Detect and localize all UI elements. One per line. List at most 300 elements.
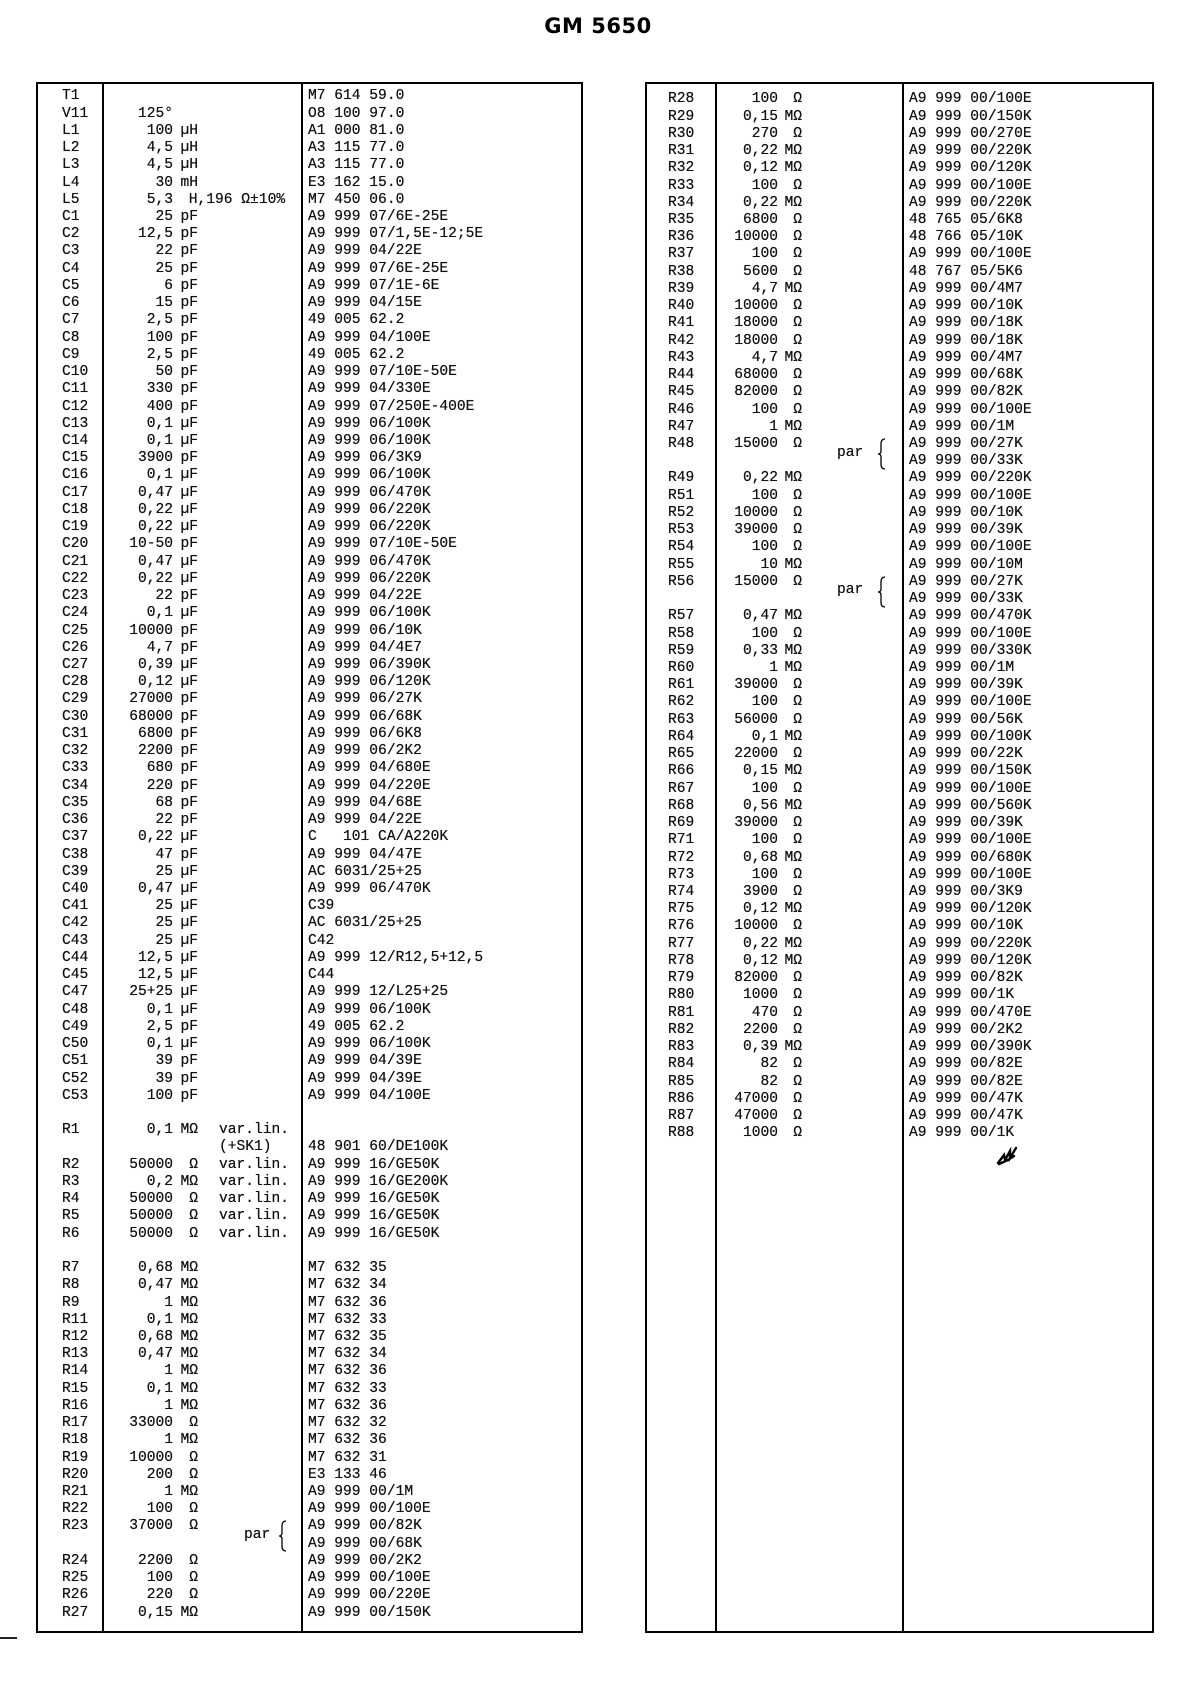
part-unit: µF (180, 433, 198, 449)
part-code: A9 999 00/56K (909, 711, 1023, 728)
part-row (38, 743, 581, 760)
part-row (38, 467, 581, 484)
part-reference: R52 (668, 504, 695, 521)
part-code: A9 999 00/2K2 (909, 1021, 1023, 1038)
part-unit: Ω (189, 1501, 198, 1518)
part-reference: C42 (62, 915, 89, 932)
part-code: M7 632 36 (308, 1432, 387, 1449)
part-row (38, 588, 581, 605)
part-reference: R74 (668, 883, 695, 900)
part-row (38, 1450, 581, 1467)
part-code: 48 767 05/5K6 (909, 263, 1023, 280)
part-unit: MΩ (180, 1311, 198, 1328)
part-reference: R33 (668, 177, 695, 194)
part-reference: R14 (62, 1363, 89, 1380)
part-value: 39000 (734, 815, 778, 832)
part-code: M7 632 36 (308, 1397, 387, 1414)
part-note: (+SK1) (219, 1139, 272, 1156)
part-unit: Ω (793, 918, 802, 935)
part-code: AC 6031/25+25 (308, 915, 422, 932)
part-row (647, 402, 1152, 419)
part-row (647, 1039, 1152, 1056)
part-value: 100 (751, 487, 778, 504)
part-code: 48 766 05/10K (909, 229, 1023, 246)
part-row (38, 226, 581, 243)
part-unit: Ω (793, 436, 802, 452)
part-reference: C17 (62, 484, 89, 501)
part-reference: R34 (668, 194, 695, 211)
part-reference: R63 (668, 711, 695, 728)
part-unit: pF (180, 381, 198, 398)
part-row (38, 898, 581, 915)
part-value: 0,1 (146, 1380, 173, 1397)
part-unit: pF (180, 708, 198, 725)
part-row (38, 1226, 581, 1243)
part-row (38, 933, 581, 950)
part-value: 0,22 (137, 570, 173, 587)
part-row (38, 347, 581, 364)
part-unit: pF (180, 312, 198, 329)
part-unit: Ω (189, 1518, 198, 1535)
part-unit: MΩ (180, 1432, 198, 1449)
part-reference: R58 (668, 625, 695, 642)
part-unit: Ω (793, 1090, 802, 1107)
part-code: A9 999 06/100K (308, 1001, 431, 1018)
part-code: A9 999 00/150K (909, 108, 1032, 125)
part-reference: C36 (62, 812, 89, 829)
part-reference: C9 (62, 346, 80, 363)
part-value: 0,47 (137, 1277, 173, 1294)
part-code: A9 999 00/82E (909, 1056, 1023, 1073)
part-value: 10000 (734, 298, 778, 315)
part-reference: R42 (668, 332, 695, 349)
part-code: M7 632 32 (308, 1415, 387, 1432)
part-note: var.lin. (219, 1208, 290, 1225)
part-code: A9 999 16/GE50K (308, 1191, 440, 1208)
part-unit: Ω (793, 883, 802, 900)
part-row (38, 502, 581, 519)
part-reference: R8 (62, 1277, 80, 1294)
part-value: 5600 (742, 263, 778, 280)
part-reference: R11 (62, 1311, 89, 1328)
part-unit: Ω (189, 1587, 198, 1604)
part-reference: R36 (668, 229, 695, 246)
part-row (647, 539, 1152, 556)
part-row (647, 91, 1152, 108)
part-reference: R46 (668, 401, 695, 418)
part-code: A9 999 00/33K (909, 453, 1023, 470)
part-row (38, 1501, 581, 1518)
part-row (38, 1174, 581, 1191)
part-value: 50000 (129, 1225, 173, 1242)
part-value: 2,5 (146, 346, 173, 363)
part-row (38, 1329, 581, 1346)
part-unit: pF (180, 277, 198, 294)
part-code: A9 999 00/33K (909, 591, 1023, 608)
part-reference: C34 (62, 777, 89, 794)
part-code: A9 999 07/10E-50E (308, 364, 457, 381)
part-row (38, 399, 581, 416)
part-reference: R39 (668, 280, 695, 297)
part-value: 47000 (734, 1090, 778, 1107)
part-unit: pF (180, 364, 198, 381)
part-unit: Ω (793, 711, 802, 728)
part-reference: V11 (62, 105, 89, 122)
part-value: 25+25 (129, 984, 173, 1001)
part-row (647, 1074, 1152, 1091)
part-code: A9 999 00/100E (909, 625, 1032, 642)
part-unit: µF (180, 519, 198, 536)
part-reference: C10 (62, 364, 89, 381)
part-value: 47000 (734, 1107, 778, 1124)
part-value: 39 (155, 1053, 173, 1070)
part-value: 1 (769, 418, 778, 435)
part-reference: C51 (62, 1053, 89, 1070)
part-row (647, 660, 1152, 677)
part-value: 68000 (129, 708, 173, 725)
part-unit: MΩ (784, 952, 802, 969)
part-value: 0,68 (137, 1260, 173, 1277)
part-value: 3900 (742, 883, 778, 900)
part-value: 25 (155, 898, 173, 915)
part-value: 100 (751, 625, 778, 642)
part-reference: R12 (62, 1328, 89, 1345)
part-row (647, 160, 1152, 177)
part-unit: µF (180, 967, 198, 984)
part-value: 1 (164, 1294, 173, 1311)
part-value: 4,7 (751, 349, 778, 366)
part-row (38, 1002, 581, 1019)
part-row (647, 264, 1152, 281)
part-code: C 101 CA/A220K (308, 829, 449, 846)
part-code: M7 632 33 (308, 1380, 387, 1397)
part-code: A9 999 00/10K (909, 298, 1023, 315)
part-code: A9 999 00/100E (909, 780, 1032, 797)
part-reference: R22 (62, 1501, 89, 1518)
part-row (647, 557, 1152, 574)
part-value: 1 (164, 1363, 173, 1380)
part-row (647, 522, 1152, 539)
part-code: A9 999 00/22K (909, 746, 1023, 763)
part-code: A3 115 77.0 (308, 140, 405, 157)
part-code: A9 999 00/100E (308, 1570, 431, 1587)
part-row (647, 229, 1152, 246)
part-code: 48 765 05/6K8 (909, 212, 1023, 228)
part-value: 27000 (129, 691, 173, 708)
part-row (38, 416, 581, 433)
part-reference: R4 (62, 1191, 80, 1208)
part-unit: Ω (793, 522, 802, 539)
part-row (38, 1053, 581, 1070)
parallel-label: par (244, 1527, 271, 1544)
part-reference: R24 (62, 1552, 89, 1569)
part-code: A9 999 00/27K (909, 436, 1023, 452)
part-unit: MΩ (784, 349, 802, 366)
part-value: 0,12 (742, 160, 778, 177)
part-code: A9 999 00/680K (909, 849, 1032, 866)
part-reference: R60 (668, 659, 695, 676)
part-code: A9 999 06/100K (308, 1036, 431, 1053)
part-row (647, 815, 1152, 832)
part-reference: C33 (62, 760, 89, 777)
part-value: 5,3 (146, 191, 173, 208)
part-reference: R62 (668, 694, 695, 711)
part-unit: MΩ (784, 418, 802, 435)
part-value: 100 (751, 177, 778, 194)
part-reference: R35 (668, 212, 695, 228)
part-row (38, 691, 581, 708)
part-row (647, 195, 1152, 212)
part-value: 68 (155, 794, 173, 811)
part-row (647, 470, 1152, 487)
part-code: A9 999 00/120K (909, 901, 1032, 918)
part-unit: Ω (189, 1156, 198, 1173)
part-unit: Ω (793, 780, 802, 797)
part-reference: C52 (62, 1070, 89, 1087)
part-reference: C2 (62, 226, 80, 243)
part-row (38, 536, 581, 553)
part-row (38, 1036, 581, 1053)
part-unit: MΩ (180, 1277, 198, 1294)
part-value: 100 (146, 1570, 173, 1587)
part-value: 100 (751, 866, 778, 883)
part-unit: µF (180, 984, 198, 1001)
part-row (647, 781, 1152, 798)
part-unit: Ω (793, 401, 802, 418)
part-reference: C18 (62, 501, 89, 518)
part-row (38, 915, 581, 932)
part-row (38, 175, 581, 192)
curly-brace-icon (877, 576, 887, 608)
part-unit: Ω (793, 832, 802, 849)
part-row (38, 1346, 581, 1363)
part-reference: C22 (62, 570, 89, 587)
part-value: 220 (146, 1587, 173, 1604)
part-value: 15000 (734, 573, 778, 590)
part-unit: MΩ (180, 1260, 198, 1277)
part-value: 100 (751, 832, 778, 849)
part-unit: pF (180, 295, 198, 312)
part-unit: µF (180, 674, 198, 691)
part-reference: C19 (62, 519, 89, 536)
part-unit: MΩ (784, 280, 802, 297)
part-unit: Ω (793, 815, 802, 832)
part-code: O8 100 97.0 (308, 105, 405, 122)
part-code: A9 999 04/330E (308, 381, 431, 398)
part-value: 0,47 (137, 553, 173, 570)
part-reference: R13 (62, 1346, 89, 1363)
part-unit (180, 88, 198, 105)
part-reference: C44 (62, 949, 89, 966)
part-reference: R17 (62, 1415, 89, 1432)
part-row (38, 1518, 581, 1552)
part-code: C39 (308, 898, 335, 915)
part-row (38, 1191, 581, 1208)
part-unit: Ω (793, 970, 802, 987)
part-unit: Ω (793, 246, 802, 263)
part-unit (180, 106, 198, 123)
part-unit: Ω (793, 539, 802, 556)
part-code: A9 999 06/100K (308, 605, 431, 622)
part-row (647, 574, 1152, 608)
part-reference: R65 (668, 746, 695, 763)
part-value: 2,5 (146, 1018, 173, 1035)
part-row (38, 778, 581, 795)
part-code: A9 999 04/22E (308, 243, 422, 260)
part-row (38, 330, 581, 347)
part-unit: Ω (793, 1073, 802, 1090)
part-unit: pF (180, 846, 198, 863)
part-reference: C32 (62, 743, 89, 760)
part-reference: C31 (62, 725, 89, 742)
part-code: A9 999 04/39E (308, 1070, 422, 1087)
part-value: 2200 (742, 1021, 778, 1038)
part-code: A9 999 04/220E (308, 777, 431, 794)
part-row (647, 1125, 1152, 1142)
part-unit: MΩ (784, 608, 802, 625)
part-unit: Ω (793, 573, 802, 590)
part-value: 39 (155, 1070, 173, 1087)
part-value: 1 (164, 1432, 173, 1449)
part-code: A9 999 07/6E-25E (308, 260, 449, 277)
part-unit: Ω (793, 315, 802, 332)
part-reference: R56 (668, 573, 695, 590)
part-value: 0,22 (742, 935, 778, 952)
part-row (38, 1398, 581, 1415)
part-value: 22 (155, 243, 173, 260)
part-unit: Ω (793, 229, 802, 246)
part-unit: pF (180, 1053, 198, 1070)
part-reference: R6 (62, 1225, 80, 1242)
part-code: A9 999 04/39E (308, 1053, 422, 1070)
part-row (38, 984, 581, 1001)
part-unit: MΩ (180, 1173, 198, 1190)
part-reference: C45 (62, 967, 89, 984)
part-reference: C43 (62, 932, 89, 949)
part-code: A9 999 00/150K (308, 1604, 431, 1621)
part-reference: R21 (62, 1484, 89, 1501)
part-code: M7 632 34 (308, 1346, 387, 1363)
part-value: 22 (155, 588, 173, 605)
part-unit: Ω (793, 384, 802, 401)
part-row (647, 712, 1152, 729)
part-value: 22000 (734, 746, 778, 763)
part-unit: µF (180, 1001, 198, 1018)
part-code: 49 005 62.2 (308, 1018, 405, 1035)
part-reference: R18 (62, 1432, 89, 1449)
part-value: 4,7 (146, 639, 173, 656)
part-note: var.lin. (219, 1173, 290, 1190)
part-unit: MΩ (180, 1294, 198, 1311)
part-code: A9 999 04/15E (308, 295, 422, 312)
part-value: 10000 (129, 622, 173, 639)
part-unit: MΩ (180, 1484, 198, 1501)
part-value: 2200 (137, 1552, 173, 1569)
part-code: A9 999 00/1M (909, 659, 1015, 676)
part-value: 100 (751, 401, 778, 418)
part-row (647, 1091, 1152, 1108)
part-reference: L2 (62, 140, 80, 157)
part-row (38, 381, 581, 398)
part-code: A9 999 07/1E-6E (308, 277, 440, 294)
part-value: 0,47 (137, 484, 173, 501)
part-value: 100 (751, 694, 778, 711)
part-unit: pF (180, 260, 198, 277)
part-row (647, 367, 1152, 384)
part-row (647, 746, 1152, 763)
document-title: GM 5650 (544, 14, 652, 38)
part-code: A9 999 00/68K (308, 1535, 422, 1552)
part-unit: MΩ (784, 849, 802, 866)
part-code: A9 999 00/27K (909, 573, 1023, 590)
part-row (647, 488, 1152, 505)
curly-brace-icon (877, 438, 887, 470)
part-reference: C48 (62, 1001, 89, 1018)
part-value: 0,22 (742, 194, 778, 211)
part-reference: T1 (62, 88, 80, 105)
part-unit: Ω (793, 177, 802, 194)
part-unit: MΩ (784, 160, 802, 177)
part-row (647, 419, 1152, 436)
part-reference: R38 (668, 263, 695, 280)
part-reference: C25 (62, 622, 89, 639)
part-row (647, 212, 1152, 229)
part-value: 33000 (129, 1415, 173, 1432)
part-unit: µF (180, 415, 198, 432)
part-value: 0,33 (742, 642, 778, 659)
part-reference: R9 (62, 1294, 80, 1311)
part-unit: pF (180, 725, 198, 742)
part-value: 6800 (137, 725, 173, 742)
part-unit: pF (180, 243, 198, 260)
part-reference: R77 (668, 935, 695, 952)
part-reference: C20 (62, 536, 89, 553)
part-reference: L3 (62, 157, 80, 174)
part-unit: Ω (189, 1552, 198, 1569)
part-row (38, 950, 581, 967)
part-code: 48 901 60/DE100K (308, 1139, 449, 1156)
parallel-label: par (837, 582, 864, 599)
part-row (647, 1108, 1152, 1125)
part-value: 39000 (734, 677, 778, 694)
part-reference: R88 (668, 1125, 695, 1142)
part-unit: mH (180, 174, 198, 191)
part-value: 4,7 (751, 280, 778, 297)
part-code: A9 999 16/GE50K (308, 1156, 440, 1173)
part-value: 0,39 (137, 656, 173, 673)
part-code: A9 999 07/10E-50E (308, 536, 457, 553)
part-row (38, 1122, 581, 1156)
part-row (647, 798, 1152, 815)
part-reference: R45 (668, 384, 695, 401)
part-code: M7 632 36 (308, 1294, 387, 1311)
part-reference: L4 (62, 174, 80, 191)
part-code: A9 999 12/R12,5+12,5 (308, 949, 484, 966)
signature-mark (996, 1146, 1018, 1166)
part-code: A9 999 04/68E (308, 794, 422, 811)
part-value: 0,15 (742, 763, 778, 780)
part-value: 220 (146, 777, 173, 794)
part-reference: R72 (668, 849, 695, 866)
part-code: A9 999 00/100K (909, 728, 1032, 745)
part-unit: Ω (793, 1004, 802, 1021)
part-code: A9 999 00/100E (909, 539, 1032, 556)
part-reference: R64 (668, 728, 695, 745)
part-reference: C7 (62, 312, 80, 329)
part-value: 30 (155, 174, 173, 191)
part-unit: MΩ (784, 797, 802, 814)
part-reference: C40 (62, 880, 89, 897)
